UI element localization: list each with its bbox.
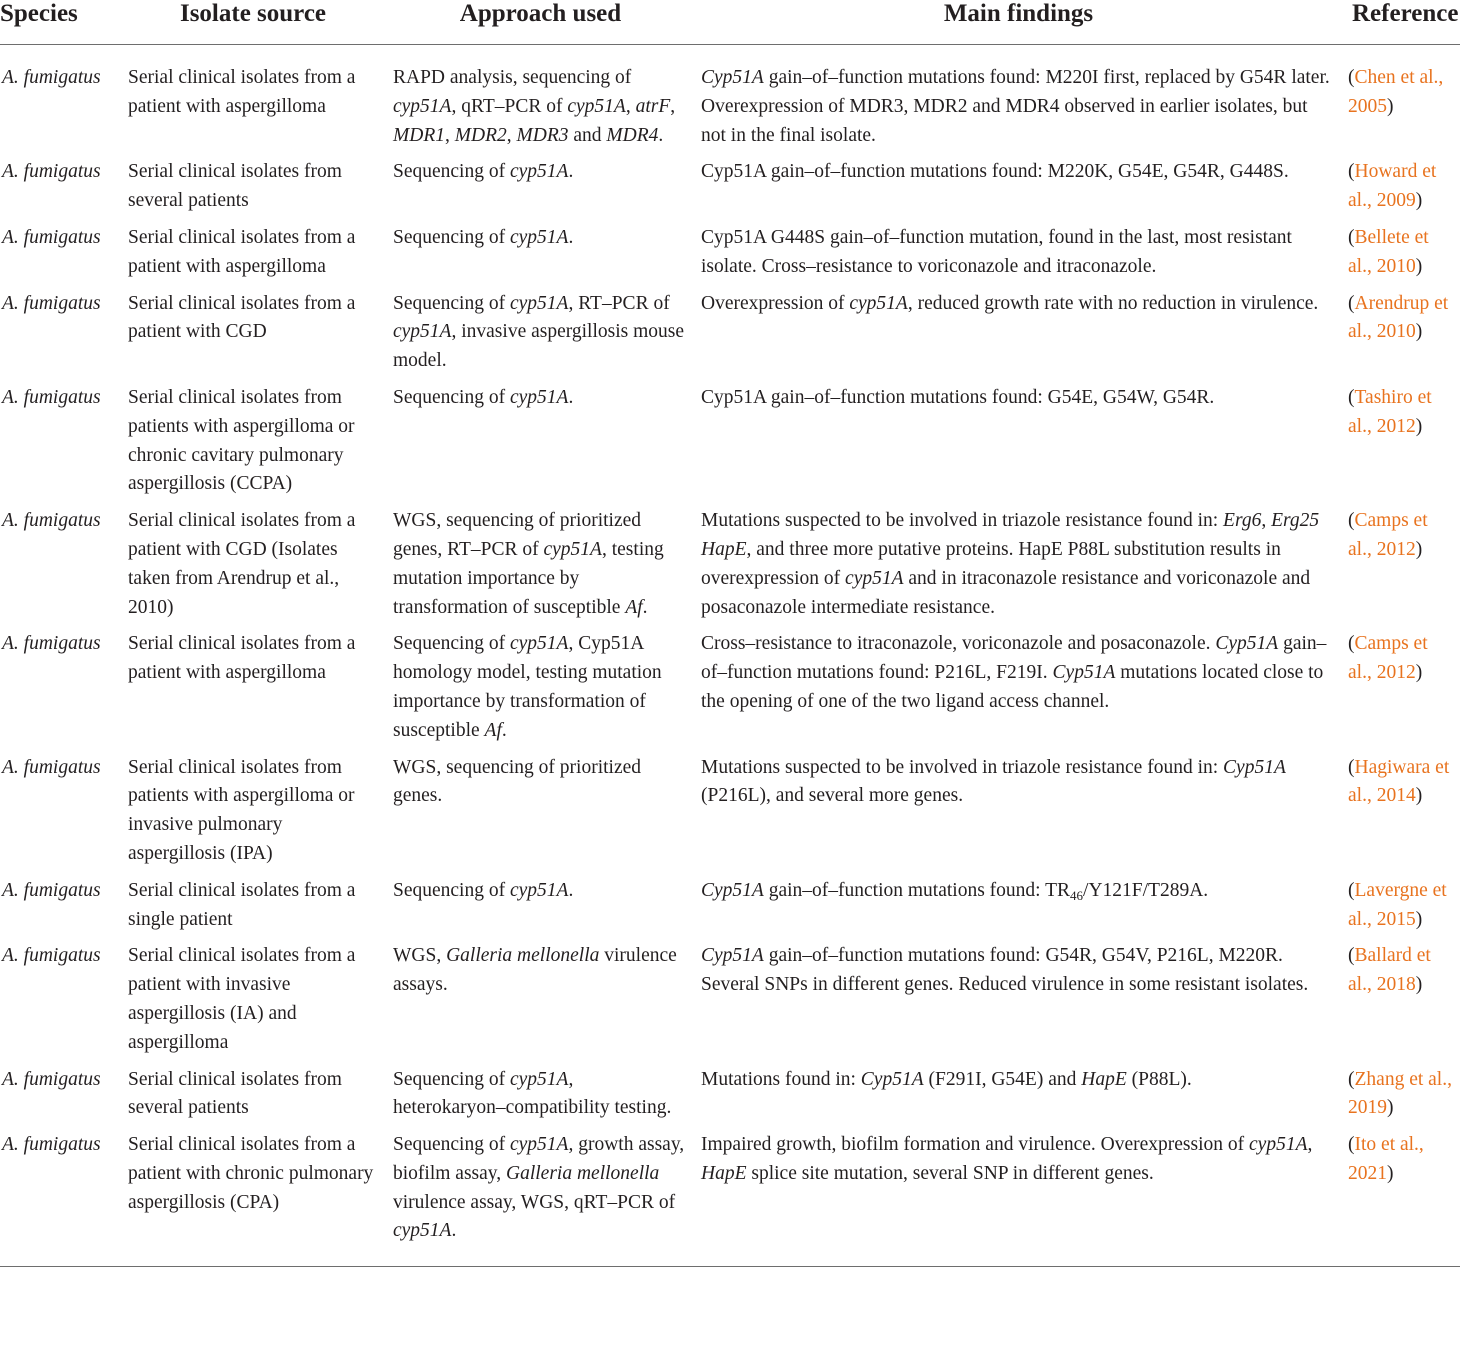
italic-term: cyp51A [509,633,569,655]
paren-open: ( [1348,161,1355,183]
species-cell: A. fumigatus [2,292,101,314]
italic-term: MDR1 [393,124,445,146]
text-run: and in itraconazole resistance and voriconazole and posaconazole intermediate resistance. [701,567,1311,618]
table-row [0,1062,1460,1128]
table-row [0,503,1460,626]
paren-close: ) [1415,974,1423,996]
species-cell: A. fumigatus [2,633,101,655]
species-cell: A. fumigatus [0,1127,120,1267]
reference-link[interactable]: Chen et al., 2005 [1348,67,1444,117]
text-run: , [1307,1134,1313,1156]
text-run: Sequencing of [393,879,510,901]
table-row [0,1127,1460,1267]
text-run: gain–of–function mutations found: M220I first, replaced by G54R later. Overexpression of MDR3, MDR2 and MDR4 observed in earlier isolates, but not in the final isolate. [701,67,1330,146]
paren-close: ) [1415,321,1423,343]
text-run: , and three more putative proteins. HapE P88L substitution results in overexpression of [701,538,1281,589]
text-run: virulence assay, WGS, qRT–PCR of [393,1191,676,1213]
reference-cell [1342,503,1460,626]
italic-term: cyp51A [509,386,569,408]
species-cell: A. fumigatus [2,67,101,88]
italic-term: cyp51A [1249,1134,1308,1156]
isolate-source-cell: Serial clinical isolates from a patient with aspergilloma [128,226,356,277]
text-run: , [1261,510,1272,532]
italic-term: Af [625,596,643,618]
species-cell: A. fumigatus [2,386,101,408]
text-run: Cyp51A gain–of–function mutations found: M220K, G54E, G54R, G448S. [701,161,1289,183]
species-cell: A. fumigatus [2,756,101,778]
reference-link[interactable]: Howard et al., 2009 [1348,161,1437,212]
species-cell: A. fumigatus [2,226,101,248]
header-approach: Approach used [386,0,695,45]
paren-close: ) [1415,190,1423,212]
paren-close: ) [1415,415,1423,437]
approach-cell [386,286,695,380]
text-run: Cyp51A gain–of–function mutations found: G54E, G54W, G54R. [701,386,1215,408]
reference-cell [1342,750,1460,873]
text-run: , heterokaryon–compatibility testing. [393,1068,672,1119]
text-run: /Y121F/T289A. [1083,879,1209,901]
text-run: , [445,124,455,146]
reference-link[interactable]: Hagiwara et al., 2014 [1348,756,1450,807]
text-run: Cross–resistance to itraconazole, voriconazole and posaconazole. [701,633,1216,655]
paren-close: ) [1387,1162,1394,1184]
text-run: RAPD analysis, sequencing of [393,67,632,88]
text-run: . [642,596,648,618]
reference-cell [1342,938,1460,1061]
text-run: Sequencing of [393,1068,510,1090]
italic-term: MDR3 [516,124,569,146]
text-run: splice site mutation, several SNP in different genes. [746,1162,1154,1184]
paren-close: ) [1387,95,1394,117]
table-row [0,938,1460,1061]
text-run: . [451,1220,457,1242]
paren-open: ( [1348,633,1355,655]
approach-cell [386,503,695,626]
findings-cell [695,154,1342,220]
reference-link[interactable]: Camps et al., 2012 [1348,633,1428,684]
approach-cell [386,1062,695,1128]
italic-term: cyp51A [509,161,569,183]
italic-term: Cyp51A [1223,756,1286,778]
isolate-source-cell: Serial clinical isolates from a single patient [128,879,356,930]
table-row [0,154,1460,220]
isolate-source-cell: Serial clinical isolates from a patient with invasive aspergillosis (IA) and aspergilloma [128,945,356,1053]
subscript-text: 46 [1070,887,1084,903]
italic-term: MDR2 [454,124,507,146]
header-species: Species [0,0,120,45]
findings-cell [695,626,1342,749]
italic-term: Galleria mellonella [506,1162,660,1184]
text-run: Sequencing of [393,292,510,314]
reference-link[interactable]: Tashiro et al., 2012 [1348,386,1432,437]
approach-cell [386,45,695,155]
isolate-source-cell: Serial clinical isolates from patients with aspergilloma or chronic cavitary pulmonary aspergillosis (CCPA) [128,386,355,495]
italic-term: cyp51A [845,567,904,589]
text-run: Sequencing of [393,633,510,655]
italic-term: cyp51A [509,1068,569,1090]
italic-term: cyp51A [509,879,569,901]
table-row [0,45,1460,155]
italic-term: cyp51A [543,538,602,560]
italic-term: cyp51A [567,95,626,117]
italic-term: Cyp51A [860,1068,924,1090]
table-body [0,45,1460,1267]
paren-open: ( [1348,1068,1355,1090]
text-run: Sequencing of [393,386,510,408]
reference-link[interactable]: Zhang et al., 2019 [1348,1068,1452,1119]
findings-cell [695,45,1342,155]
text-run: , [670,95,676,117]
findings-cell [695,503,1342,626]
paren-open: ( [1348,1134,1355,1156]
text-run: virulence assays. [393,945,677,996]
approach-cell [386,938,695,1061]
reference-link[interactable]: Bellete et al., 2010 [1348,226,1429,277]
text-run: . [568,879,574,901]
table-row [0,220,1460,286]
text-run: Cyp51A G448S gain–of–function mutation, found in the last, most resistant isolate. Cross–resistance to voriconazole and itraconazole. [701,226,1292,277]
italic-term: Erg25 HapE [701,510,1320,560]
italic-term: Cyp51A [1215,633,1279,655]
approach-cell [386,626,695,749]
text-run: , reduced growth rate with no reduction in virulence. [907,292,1319,314]
italic-term: cyp51A [393,321,452,343]
reference-link[interactable]: Camps et al., 2012 [1348,510,1428,560]
table-header [0,0,1460,45]
text-run: gain–of–function mutations found: TR [763,879,1071,901]
text-run: gain–of–function mutations found: P216L, F219I. [701,633,1327,684]
italic-term: cyp51A [393,95,452,117]
header-findings: Main findings [695,0,1342,45]
text-run: , [506,124,517,146]
paren-open: ( [1348,226,1355,248]
italic-term: Cyp51A [701,67,764,88]
table-row [0,626,1460,749]
paren-close: ) [1415,908,1423,930]
text-run: Sequencing of [393,161,510,183]
italic-term: MDR4 [606,124,659,146]
paren-close: ) [1415,662,1423,684]
approach-cell [386,750,695,873]
text-run: . [658,124,664,146]
text-run: Overexpression of [701,292,850,314]
reference-cell [1342,1062,1460,1128]
italic-term: Af [484,719,502,741]
isolate-source-cell: Serial clinical isolates from several patients [128,161,342,212]
italic-term: atrF [635,95,671,117]
text-run: (P216L), and several more genes. [701,785,964,807]
findings-cell [695,873,1342,939]
italic-term: cyp51A [509,292,569,314]
italic-term: cyp51A [509,226,569,248]
paren-open: ( [1348,386,1355,408]
header-reference: Reference [1342,0,1460,45]
text-run: growth assay, biofilm assay, [393,1134,685,1184]
isolate-source-cell: Serial clinical isolates from a patient with CGD [128,292,356,343]
isolate-source-cell: Serial clinical isolates from a patient with CGD (Isolates taken from Arendrup et al., 2010) [128,510,356,618]
species-cell: A. fumigatus [2,1068,101,1090]
findings-cell [695,1062,1342,1128]
italic-term: cyp51A, [509,1134,574,1156]
text-run: . [501,719,507,741]
text-run: . [568,386,574,408]
table-row [0,873,1460,939]
text-run: , [625,95,636,117]
text-run: Sequencing of [393,226,510,248]
reference-cell [1342,220,1460,286]
paren-open: ( [1348,67,1355,88]
reference-link[interactable]: Ballard et al., 2018 [1348,945,1431,996]
text-run: (P88L). [1126,1068,1192,1090]
text-run: (F291I, G54E) and [923,1068,1082,1090]
species-cell: A. fumigatus [2,945,101,967]
text-run: WGS, [393,945,447,967]
table-row [0,380,1460,503]
approach-cell [386,1127,695,1267]
reference-link[interactable]: Ito et al., 2021 [1348,1134,1424,1184]
isolate-source-cell: Serial clinical isolates from several patients [128,1068,342,1119]
text-run: gain–of–function mutations found: G54R, G54V, P216L, M220R. Several SNPs in different genes. Reduced virulence in some resistant isolates. [701,945,1309,996]
paren-close: ) [1415,785,1423,807]
italic-term: Galleria mellonella [446,945,600,967]
isolate-source-cell: Serial clinical isolates from a patient with chronic pulmonary aspergillosis (CPA) [120,1127,386,1267]
italic-term: Cyp51A [701,879,764,901]
reference-cell [1342,1127,1460,1267]
text-run: , RT–PCR of [568,292,670,314]
species-cell: A. fumigatus [2,879,101,901]
reference-cell [1342,380,1460,503]
header-isolate-source: Isolate source [120,0,386,45]
text-run: WGS, sequencing of prioritized genes. [393,756,642,807]
reference-link[interactable]: Lavergne et al., 2015 [1348,879,1447,930]
findings-cell [695,1127,1342,1267]
isolate-source-cell: Serial clinical isolates from a patient with aspergilloma [128,67,356,117]
reference-link[interactable]: Arendrup et al., 2010 [1348,292,1449,343]
italic-term: HapE [1081,1068,1127,1090]
findings-cell [695,286,1342,380]
text-run: . [568,226,574,248]
findings-cell [695,938,1342,1061]
text-run: Mutations suspected to be involved in triazole resistance found in: [701,510,1224,532]
paren-close: ) [1387,1097,1394,1119]
reference-cell [1342,626,1460,749]
italic-term: Cyp51A [701,945,764,967]
text-run: , testing mutation importance by transformation of susceptible [393,538,664,618]
table-row [0,750,1460,873]
approach-cell [386,380,695,503]
text-run: , invasive aspergillosis mouse model. [393,321,685,372]
table-row [0,286,1460,380]
reference-cell [1342,154,1460,220]
paren-open: ( [1348,292,1355,314]
text-run: , qRT–PCR of [451,95,568,117]
text-run: Mutations suspected to be involved in triazole resistance found in: [701,756,1224,778]
isolate-source-cell: Serial clinical isolates from patients with aspergilloma or invasive pulmonary aspergillosis (IPA) [128,756,355,864]
isolate-source-cell: Serial clinical isolates from a patient with aspergilloma [128,633,356,684]
reference-cell [1342,873,1460,939]
findings-cell [695,750,1342,873]
header-row [0,0,1460,45]
paren-open: ( [1348,756,1355,778]
reference-cell [1342,45,1460,155]
reference-cell [1342,286,1460,380]
text-run: and [568,124,607,146]
text-run: Impaired growth, biofilm formation and virulence. Overexpression of [701,1134,1250,1156]
paren-open: ( [1348,510,1355,532]
approach-cell [386,873,695,939]
paren-close: ) [1415,255,1423,277]
italic-term: HapE [701,1162,747,1184]
approach-cell [386,220,695,286]
text-run: mutations located close to the opening of one of the two ligand access channel. [701,662,1324,712]
species-cell: A. fumigatus [2,510,101,532]
italic-term: Cyp51A [1052,662,1116,684]
text-run: , Cyp51A homology model, testing mutation importance by transformation of susceptible [393,633,662,741]
text-run: Mutations found in: [701,1068,861,1090]
paren-close: ) [1415,538,1423,560]
text-run: Sequencing of [393,1134,510,1156]
italic-term: cyp51A [393,1220,452,1242]
paren-open: ( [1348,879,1355,901]
italic-term: Erg6 [1223,510,1262,532]
paren-open: ( [1348,945,1355,967]
text-run: . [568,161,574,183]
text-run: WGS, sequencing of prioritized genes, RT–PCR of [393,510,642,560]
species-cell: A. fumigatus [2,161,101,183]
findings-cell [695,220,1342,286]
approach-cell [386,154,695,220]
italic-term: cyp51A [849,292,908,314]
findings-cell [695,380,1342,503]
